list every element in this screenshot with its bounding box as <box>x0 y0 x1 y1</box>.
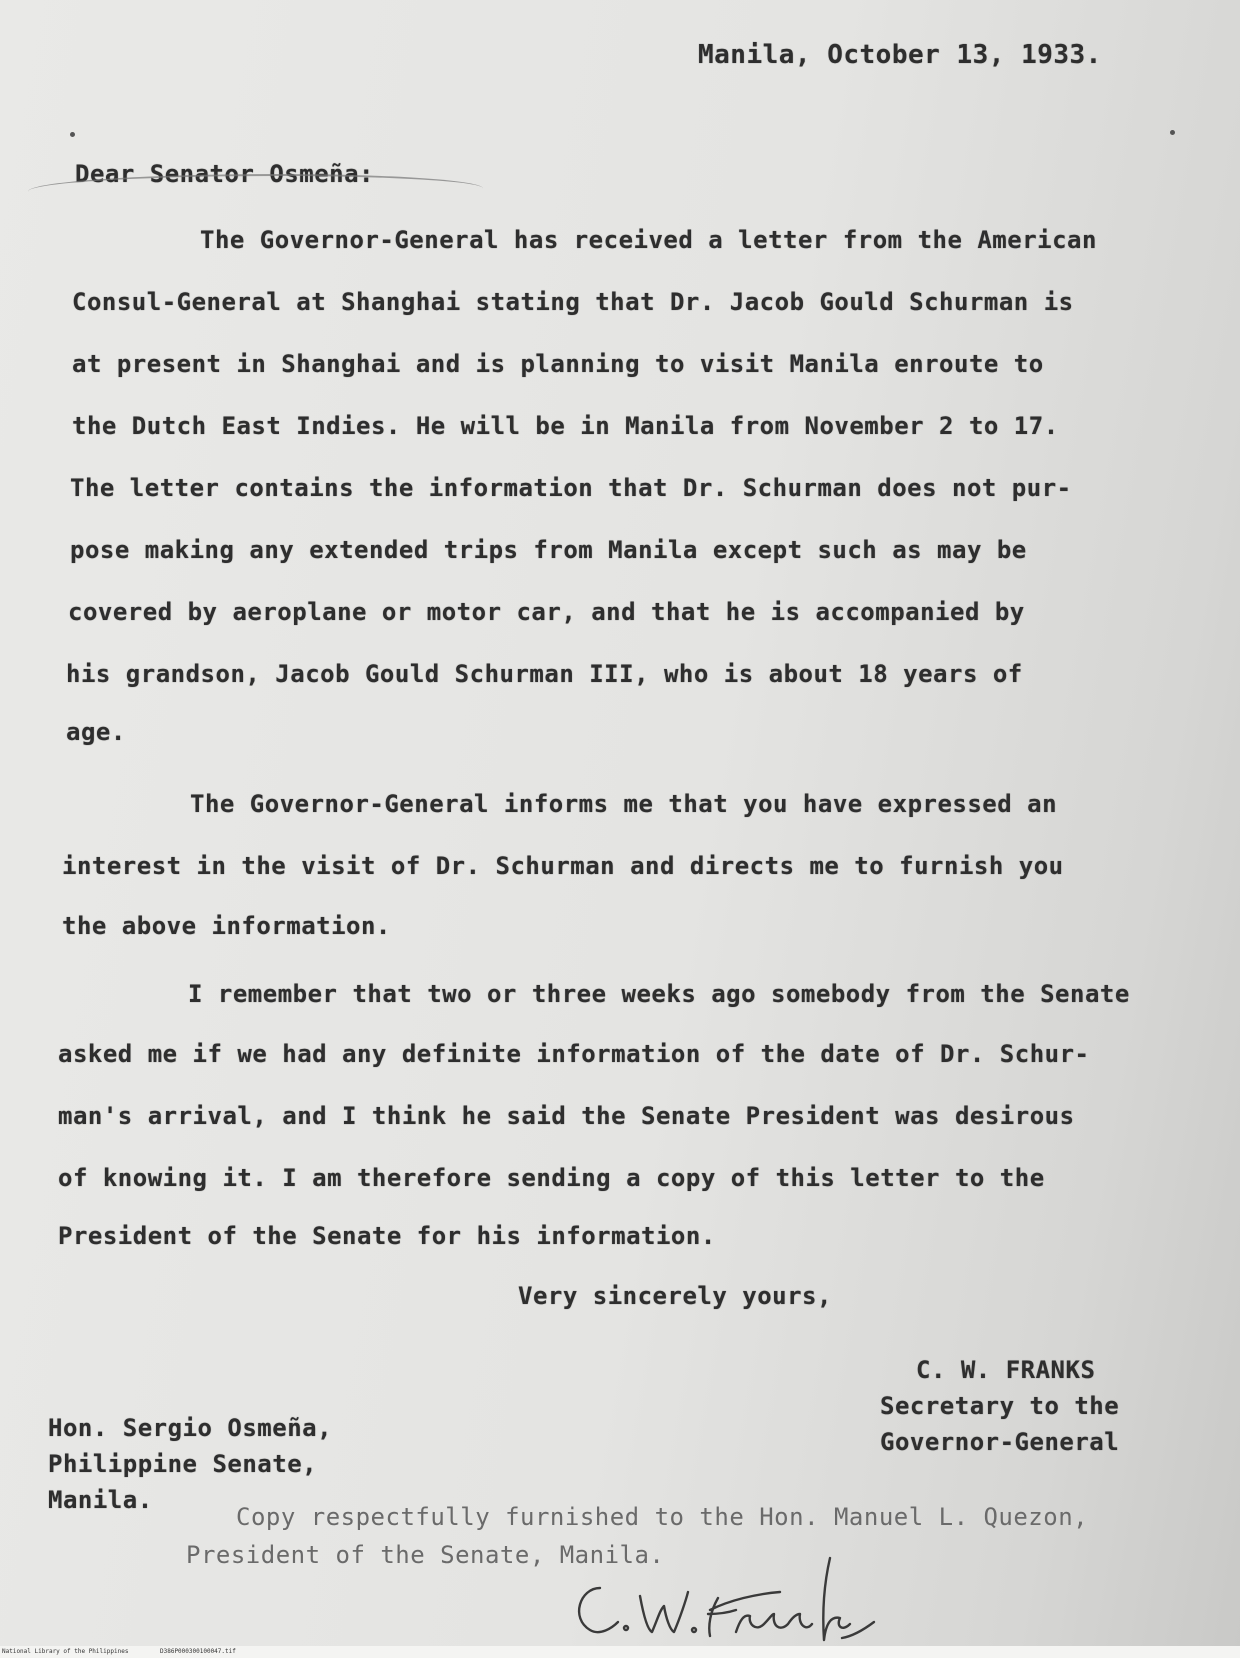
footer-file-id: D386P000300100047.tif <box>160 1648 236 1655</box>
paper-speck <box>1170 130 1175 135</box>
signatory-name: C. W. FRANKS <box>916 1356 1096 1384</box>
paragraph-line: the above information. <box>62 912 391 940</box>
paragraph-line: President of the Senate for his information. <box>58 1222 716 1250</box>
paragraph-line: The Governor-General has received a letter from the American <box>200 226 1097 254</box>
signatory-title-line2: Governor-General <box>880 1428 1120 1456</box>
letter-closing: Very sincerely yours, <box>518 1282 832 1310</box>
paragraph-line: The letter contains the information that Dr. Schurman does not pur- <box>70 474 1072 502</box>
paragraph-line: asked me if we had any definite information of the date of Dr. Schur- <box>58 1040 1090 1068</box>
addressee-line: Manila. <box>48 1486 153 1514</box>
paragraph-line: The Governor-General informs me that you have expressed an <box>190 790 1058 818</box>
letter-salutation: Dear Senator Osmeña: <box>75 160 374 188</box>
paragraph-line: pose making any extended trips from Manila except such as may be <box>70 536 1027 564</box>
paragraph-line: I remember that two or three weeks ago somebody from the Senate <box>188 980 1130 1008</box>
paragraph-line: Consul-General at Shanghai stating that Dr. Jacob Gould Schurman is <box>72 288 1074 316</box>
signatory-title-line1: Secretary to the <box>880 1392 1120 1420</box>
paragraph-line: the Dutch East Indies. He will be in Manila from November 2 to 17. <box>72 412 1059 440</box>
archive-footer <box>0 1646 1240 1658</box>
paragraph-line: age. <box>66 718 126 746</box>
addressee-line: Philippine Senate, <box>48 1450 318 1478</box>
paragraph-line: of knowing it. I am therefore sending a copy of this letter to the <box>58 1164 1045 1192</box>
handwritten-signature <box>560 1548 920 1648</box>
letter-dateline: Manila, October 13, 1933. <box>698 40 1102 70</box>
addressee-line: Hon. Sergio Osmeña, <box>48 1414 333 1442</box>
signature-block <box>880 1352 1119 1460</box>
copy-note-line: President of the Senate, Manila. <box>186 1541 665 1569</box>
footer-archive-name: National Library of the Philippines <box>2 1648 129 1655</box>
salutation-underline <box>28 174 483 206</box>
paper-speck <box>70 132 75 137</box>
copy-note-line: Copy respectfully furnished to the Hon. Manuel L. Quezon, <box>236 1503 1089 1531</box>
paragraph-line: interest in the visit of Dr. Schurman and directs me to furnish you <box>62 852 1064 880</box>
paragraph-line: covered by aeroplane or motor car, and that he is accompanied by <box>68 598 1025 626</box>
paragraph-line: man's arrival, and I think he said the Senate President was desirous <box>58 1102 1075 1130</box>
paragraph-line: his grandson, Jacob Gould Schurman III, who is about 18 years of <box>66 660 1023 688</box>
paragraph-line: at present in Shanghai and is planning to visit Manila enroute to <box>72 350 1044 378</box>
